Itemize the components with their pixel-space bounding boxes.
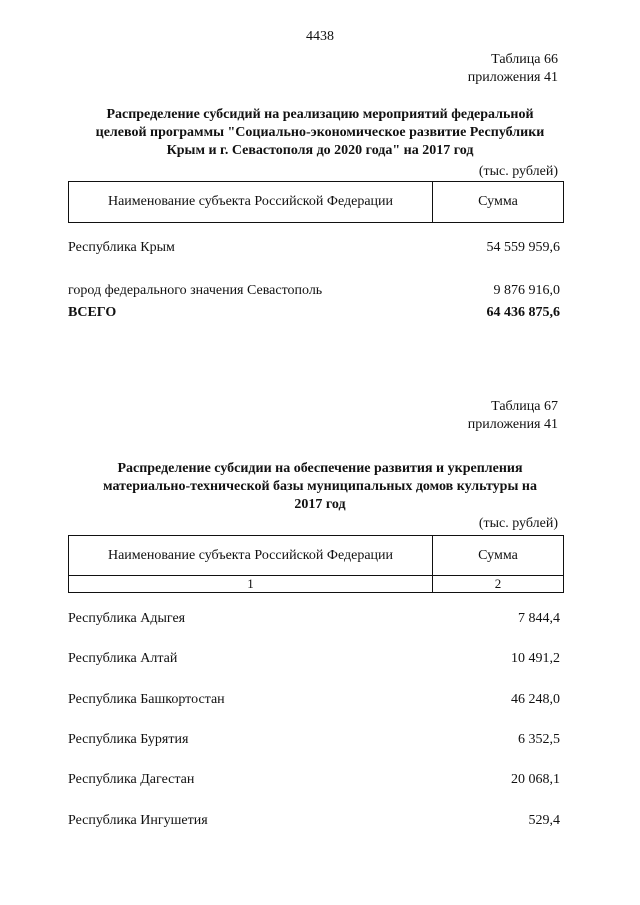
table-67-title-line1: Распределение субсидии на обеспечение развития и укрепления bbox=[117, 461, 523, 476]
table-66-total-row bbox=[68, 305, 560, 321]
table-66-title-line2: целевой программы "Социально-экономическое развитие Республики bbox=[95, 125, 545, 140]
table-67-title-line2: материально-технической базы муниципальных домов культуры на bbox=[103, 479, 537, 494]
table-67-ref-line1: Таблица 67 bbox=[491, 399, 558, 414]
row-name: Республика Адыгея bbox=[68, 611, 186, 626]
row-sum: 9 876 916,0 bbox=[493, 283, 560, 298]
table-row bbox=[68, 692, 560, 708]
row-sum: 20 068,1 bbox=[511, 772, 560, 787]
table-66-title-line1: Распределение субсидий на реализацию мероприятий федеральной bbox=[106, 107, 534, 122]
table-67-title bbox=[70, 460, 570, 514]
row-name: Республика Бурятия bbox=[68, 732, 189, 747]
table-row bbox=[68, 772, 560, 788]
table-67-column-numbers bbox=[68, 576, 564, 593]
total-sum: 64 436 875,6 bbox=[486, 305, 560, 320]
row-name: Республика Дагестан bbox=[68, 772, 195, 787]
table-66-header bbox=[68, 181, 564, 223]
table-67-header-sum: Сумма bbox=[478, 547, 518, 563]
table-66-unit: (тыс. рублей) bbox=[478, 164, 558, 179]
column-number-1: 1 bbox=[69, 576, 433, 592]
row-sum: 54 559 959,6 bbox=[486, 240, 560, 255]
table-67-header-name: Наименование субъекта Российской Федерации bbox=[69, 536, 433, 575]
row-name: Республика Крым bbox=[68, 240, 175, 255]
table-67-title-line3: 2017 год bbox=[294, 497, 346, 512]
table-67-ref-line2: приложения 41 bbox=[467, 417, 558, 432]
table-66-ref-line2: приложения 41 bbox=[467, 70, 558, 85]
table-row bbox=[68, 732, 560, 748]
row-sum: 7 844,4 bbox=[518, 611, 560, 626]
column-number-2: 2 bbox=[494, 576, 502, 591]
total-label: ВСЕГО bbox=[68, 305, 117, 320]
table-66-header-name: Наименование субъекта Российской Федерации bbox=[69, 182, 433, 222]
table-row bbox=[68, 611, 560, 627]
table-row bbox=[68, 283, 560, 299]
table-66-reference bbox=[468, 51, 558, 87]
row-name: Республика Ингушетия bbox=[68, 813, 208, 828]
table-row bbox=[68, 813, 560, 829]
row-name: Республика Алтай bbox=[68, 651, 178, 666]
table-66-ref-line1: Таблица 66 bbox=[491, 52, 558, 67]
page-number: 4438 bbox=[306, 29, 334, 44]
row-sum: 10 491,2 bbox=[511, 651, 560, 666]
table-66-title-line3: Крым и г. Севастополя до 2020 года" на 2017 год bbox=[166, 143, 474, 158]
table-67-reference bbox=[468, 398, 558, 434]
table-66-title bbox=[70, 106, 570, 160]
row-name: Республика Башкортостан bbox=[68, 692, 225, 707]
table-67-header bbox=[68, 535, 564, 576]
row-sum: 529,4 bbox=[528, 813, 560, 828]
row-name: город федерального значения Севастополь bbox=[68, 283, 323, 298]
table-row bbox=[68, 240, 560, 256]
table-row bbox=[68, 651, 560, 667]
row-sum: 46 248,0 bbox=[511, 692, 560, 707]
table-66-header-sum: Сумма bbox=[478, 194, 518, 209]
row-sum: 6 352,5 bbox=[518, 732, 560, 747]
table-67-unit: (тыс. рублей) bbox=[478, 516, 558, 531]
